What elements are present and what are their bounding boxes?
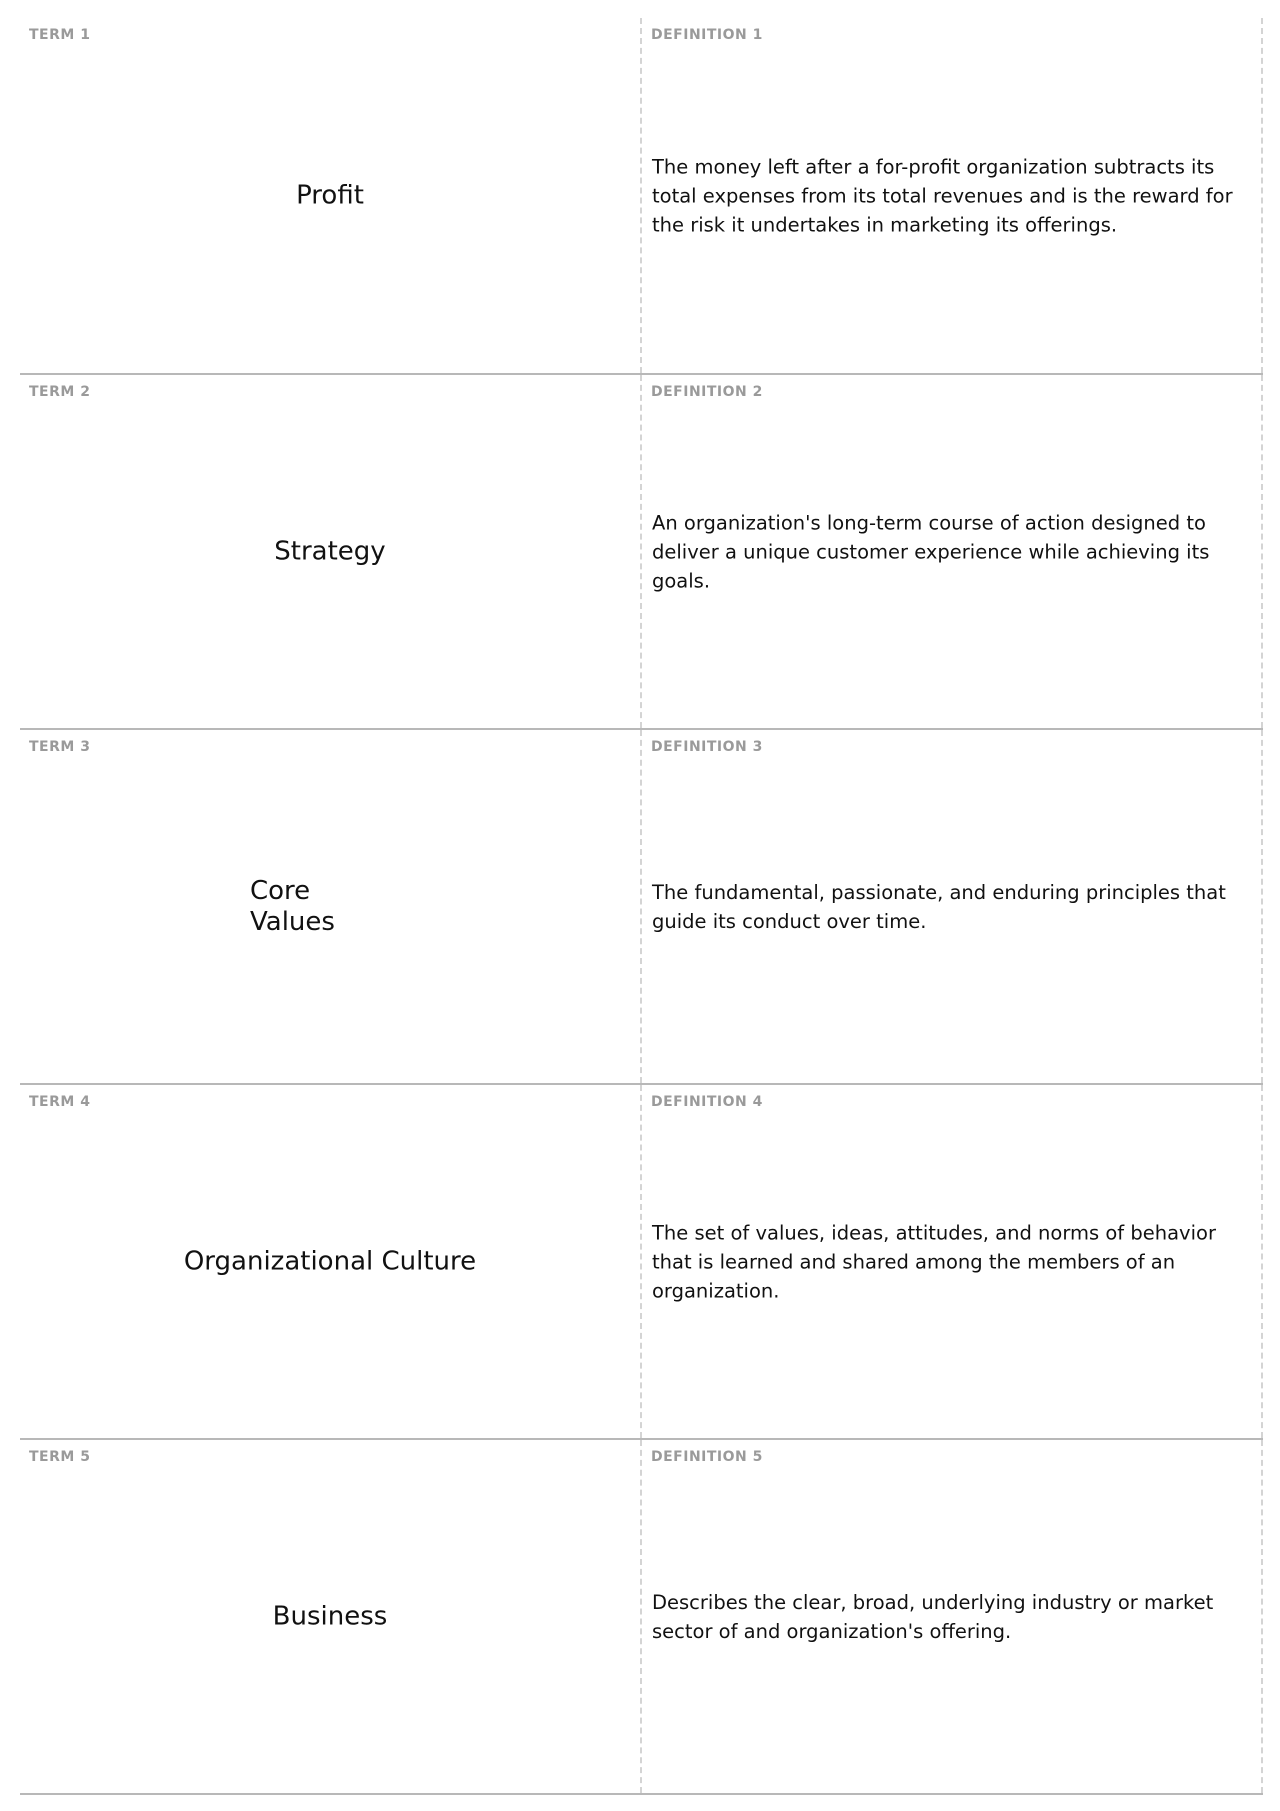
- definition-text: The fundamental, passionate, and enduring principles that guide its conduct over time.: [652, 880, 1226, 933]
- definition-cell: [642, 1440, 1263, 1793]
- definition-label: DEFINITION 4: [651, 1094, 763, 1110]
- definition-text: Describes the clear, broad, underlying industry or market sector of and organization's offering.: [652, 1590, 1214, 1643]
- term-label: TERM 3: [29, 739, 91, 755]
- definition-label: DEFINITION 1: [651, 27, 763, 43]
- definition-label: DEFINITION 5: [651, 1449, 763, 1465]
- flashcard: [20, 730, 1263, 1085]
- flashcard: [20, 1440, 1263, 1795]
- flashcard-sheet: [20, 18, 1263, 1795]
- definition-cell: [642, 375, 1263, 728]
- term-label: TERM 5: [29, 1449, 91, 1465]
- term-label: TERM 1: [29, 27, 91, 43]
- term-text: Strategy: [274, 536, 386, 566]
- definition-label: DEFINITION 3: [651, 739, 763, 755]
- term-text: Core Values: [250, 875, 335, 937]
- definition-label: DEFINITION 2: [651, 384, 763, 400]
- term-cell: [20, 375, 642, 728]
- flashcard: [20, 375, 1263, 730]
- definition-text: An organization's long-term course of action designed to deliver a unique customer experience while achieving its goals.: [652, 511, 1210, 592]
- definition-cell: [642, 1085, 1263, 1438]
- flashcard: [20, 18, 1263, 375]
- term-cell: [20, 730, 642, 1083]
- term-cell: [20, 1440, 642, 1793]
- term-text: Business: [272, 1601, 388, 1631]
- definition-cell: [642, 18, 1263, 373]
- term-label: TERM 2: [29, 384, 91, 400]
- term-text: Organizational Culture: [183, 1246, 477, 1276]
- term-cell: [20, 18, 642, 373]
- definition-text: The set of values, ideas, attitudes, and norms of behavior that is learned and shared among the members of an organization.: [652, 1221, 1216, 1302]
- flashcard: [20, 1085, 1263, 1440]
- term-cell: [20, 1085, 642, 1438]
- definition-text: The money left after a for-profit organization subtracts its total expenses from its total revenues and is the reward for the risk it undertakes in marketing its offerings.: [652, 155, 1233, 236]
- term-text: Profit: [296, 180, 364, 210]
- term-label: TERM 4: [29, 1094, 91, 1110]
- definition-cell: [642, 730, 1263, 1083]
